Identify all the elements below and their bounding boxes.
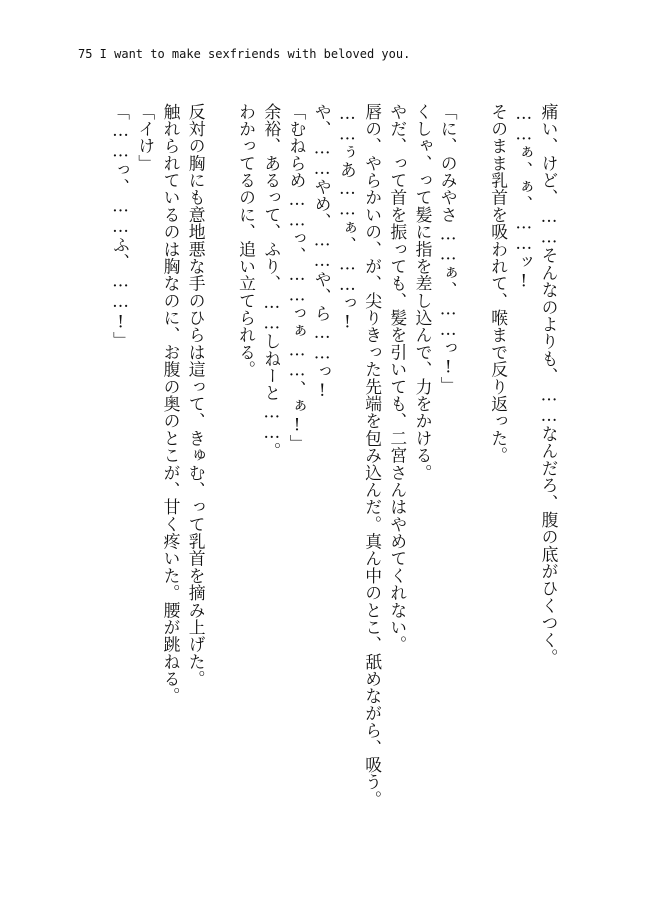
- text-line: 「イけ」: [135, 103, 156, 172]
- text-line: 痛い、けど、……そんなのよりも、……なんだろ、腹の底がひくつく。: [539, 103, 559, 666]
- text-line: 反対の胸にも意地悪な手のひらは這って、きゅむ、って乳首を摘み上げた。: [186, 103, 207, 688]
- text-line: 「……っ、……ふ、……!」: [110, 103, 131, 349]
- text-line: 余裕、あるって、ふり、……しねーと……。: [261, 103, 282, 460]
- text-line: くしゃ、って髪に指を差し込んで、力をかける。: [413, 103, 433, 482]
- running-header: 75 I want to make sexfriends with beloved you.: [78, 47, 411, 61]
- text-line: や、……やめ、……や、ら……っ!: [312, 103, 333, 401]
- text-line: やだ、って首を振っても、髪を引いても、二宮さんはやめてくれない。: [387, 103, 408, 654]
- text-line: 「に、のみやさ……ぁ、……っ!」: [438, 103, 459, 395]
- text-line: そのまま乳首を吸われて、喉まで反り返った。: [488, 103, 509, 464]
- vertical-body-text: [107, 103, 561, 873]
- blank-line: [460, 103, 485, 873]
- text-line: 「むねらめ……っ、……っぁ……、ぁ!」: [286, 103, 307, 453]
- text-line: わかってるのに、追い立てられる。: [236, 103, 257, 379]
- text-line: 唇の、やらかいの、が、尖りきった先端を包み込んだ。真ん中のとこ、舐めながら、吸う。: [362, 103, 383, 808]
- text-line: ……ぅあ……ぁ、……っ!: [337, 103, 358, 332]
- blank-line: [208, 103, 233, 873]
- text-line: 触れられているのは胸なのに、お腹の奥のとこが、甘く疼いた。腰が跳ねる。: [160, 103, 181, 705]
- text-line: ……ぁ、ぁ、……ッ!: [513, 103, 534, 291]
